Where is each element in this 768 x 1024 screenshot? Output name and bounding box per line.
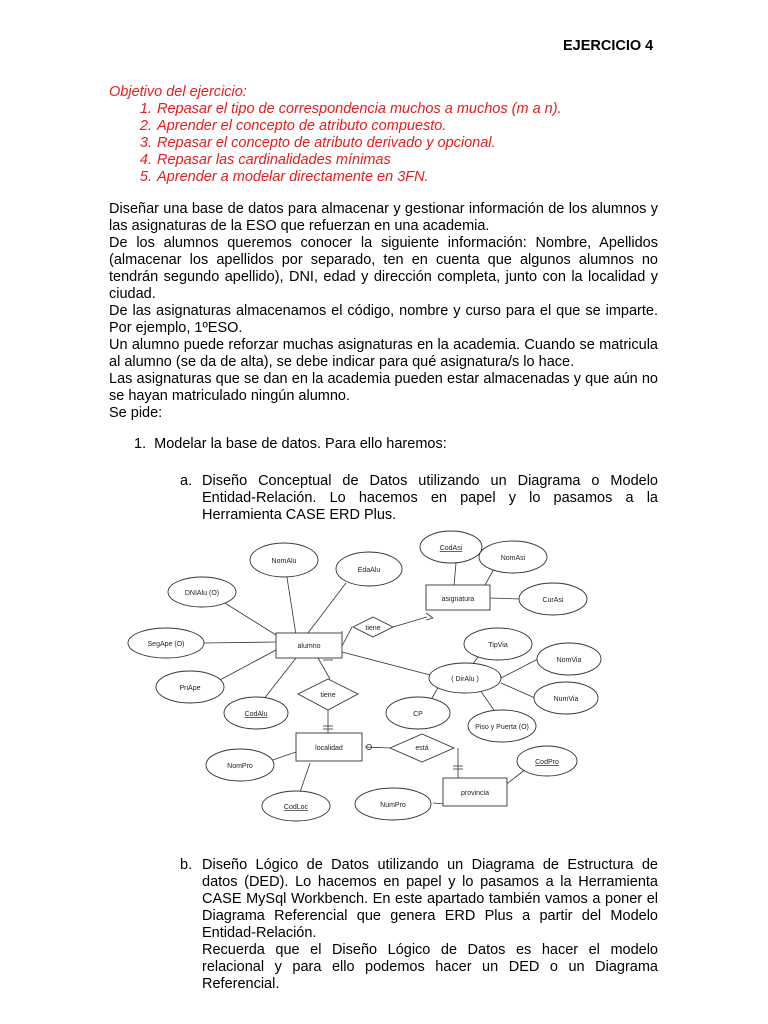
task-b-text: Diseño Lógico de Datos utilizando un Diagrama de Estructura de datos (DED). Lo hacemos en papel y lo pasamos a la Herramienta CASE MySql Workbench. En este apartado también vamos a poner el Diagrama Referencial que genera ERD Plus a partir del Modelo Entidad-Relación. — [202, 857, 658, 941]
objective-item: 4. Repasar las cardinalidades mínimas — [156, 152, 669, 169]
attribute-label: PriApe — [179, 685, 201, 692]
entity-label: localidad — [315, 745, 343, 752]
attribute-key-label: CodPro — [535, 759, 559, 766]
task-1-marker: 1. — [134, 436, 147, 452]
attribute-key-label: CodLoc — [283, 804, 309, 811]
statement-paragraph: Un alumno puede reforzar muchas asignaturas en la academia. Cuando se matricula al alumno (se da de alta), se debe indicar para qué asignatura/s lo hace. — [109, 337, 658, 370]
task-b-note: Recuerda que el Diseño Lógico de Datos es hacer el modelo relacional y para ello podemos hacer un DED o un Diagrama Referencial. — [202, 942, 658, 992]
relationship-label: tiene — [365, 625, 381, 632]
task-1 — [134, 436, 664, 453]
attribute-label: NomPro — [227, 763, 253, 770]
objectives-title: Objetivo del ejercicio: — [109, 84, 247, 100]
statement-paragraph: Las asignaturas que se dan en la academia pueden estar almacenadas y que aún no se hayan matriculado ningún alumno. — [109, 371, 658, 404]
statement-paragraph: Se pide: — [109, 405, 163, 421]
attribute-label: NomAlu — [271, 558, 297, 565]
statement-paragraph: De los alumnos queremos conocer la siguiente información: Nombre, Apellidos (almacenar los apellidos por separado, ten en cuenta que algunos alumnos no tendrán segundo apellido), DNI, edad y dirección completa, junto con la localidad y ciudad. — [109, 235, 658, 302]
attribute-key-label: CodAsi — [439, 545, 463, 552]
task-b — [180, 857, 658, 993]
attribute-label: NumVia — [553, 696, 579, 703]
attribute-key-label: CodAlu — [244, 711, 268, 718]
task-b-marker: b. — [180, 857, 193, 873]
er-diagram — [128, 528, 582, 828]
task-a-marker: a. — [180, 473, 193, 489]
attribute-label: TipVia — [488, 642, 508, 649]
attribute-label: NomAsi — [500, 555, 526, 562]
objectives — [109, 84, 669, 186]
objective-item: 3. Repasar el concepto de atributo derivado y opcional. — [156, 135, 669, 152]
attribute-label: DNIAlu (O) — [184, 590, 220, 597]
attribute-label: Piso y Puerta (O) — [475, 724, 529, 731]
task-a — [180, 473, 658, 524]
attribute-label: NomVia — [556, 657, 582, 664]
statement — [109, 201, 658, 422]
objectives-list — [109, 101, 669, 186]
entity-label: provincia — [460, 790, 490, 797]
objective-item: 2. Aprender el concepto de atributo compuesto. — [156, 118, 669, 135]
objective-item: 1. Repasar el tipo de correspondencia muchos a muchos (m a n). — [156, 101, 669, 118]
entity-label: alumno — [297, 643, 321, 650]
attribute-label: CP — [413, 711, 423, 718]
attribute-label: SegApe (O) — [147, 641, 185, 648]
relationship-label: tiene — [320, 692, 336, 699]
exercise-heading: EJERCICIO 4 — [563, 38, 654, 54]
attribute-label: EdaAlu — [357, 567, 381, 574]
entity-label: asignatura — [441, 596, 475, 603]
objective-item: 5. Aprender a modelar directamente en 3FN. — [156, 169, 669, 186]
attribute-label: ( DirAlu ) — [451, 676, 479, 683]
attribute-label: NumPro — [380, 802, 406, 809]
attribute-label: CurAsi — [542, 597, 564, 604]
statement-paragraph: Diseñar una base de datos para almacenar y gestionar información de los alumnos y las asignaturas de la ESO que refuerzan en una academia. — [109, 201, 658, 234]
statement-paragraph: De las asignaturas almacenamos el código, nombre y curso para el que se imparte. Por ejemplo, 1ºESO. — [109, 303, 658, 336]
task-a-text: Diseño Conceptual de Datos utilizando un Diagrama o Modelo Entidad-Relación. Lo hacemos en papel y lo pasamos a la Herramienta CASE ERD Plus. — [202, 473, 658, 523]
relationship-label: está — [415, 745, 429, 752]
task-1-text: Modelar la base de datos. Para ello haremos: — [154, 436, 447, 452]
task-b-content — [202, 857, 658, 993]
